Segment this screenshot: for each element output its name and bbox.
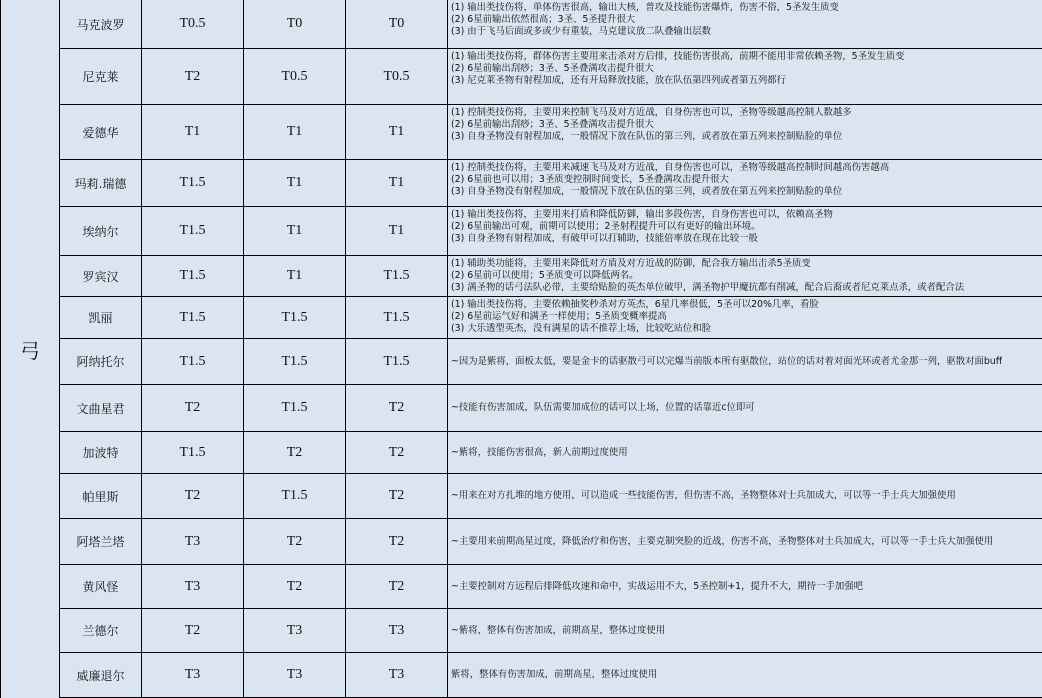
tier-cell-1: T1.5 bbox=[142, 256, 244, 296]
notes-cell bbox=[448, 385, 1042, 431]
note-line: (1) 辅助类功能将，主要用来降低对方盾及对方近战的防御，配合我方输出击杀5圣质变 bbox=[451, 258, 811, 269]
tier-cell-3: T3 bbox=[346, 609, 448, 652]
notes-cell bbox=[448, 105, 1042, 159]
notes-cell bbox=[448, 609, 1042, 652]
table-row bbox=[60, 105, 1042, 160]
table-row bbox=[60, 385, 1042, 432]
tier-cell-2: T3 bbox=[244, 653, 346, 697]
tier-cell-2: T1 bbox=[244, 160, 346, 206]
tier-cell-2: T0.5 bbox=[244, 49, 346, 104]
note-line: (1) 输出类技伤将，主要依赖抽奖秒杀对方英杰，6星几率很低，5圣可以20%几率，看脸 bbox=[451, 299, 819, 310]
note-line: (1) 控制类技伤将，主要用来减速飞马及对方近战，自身伤害也可以，圣物等级越高控制时间越高伤害越高 bbox=[451, 162, 890, 173]
tier-cell-2: T1.5 bbox=[244, 339, 346, 384]
tier-cell-1: T1.5 bbox=[142, 339, 244, 384]
tier-cell-2: T1.5 bbox=[244, 385, 346, 431]
category-cell bbox=[0, 0, 60, 698]
tier-cell-3: T1.5 bbox=[346, 297, 448, 338]
tier-cell-2: T3 bbox=[244, 609, 346, 652]
tier-cell-3: T2 bbox=[346, 385, 448, 431]
notes-block bbox=[451, 51, 1040, 87]
tier-cell-2: T1.5 bbox=[244, 474, 346, 518]
notes-block bbox=[451, 447, 628, 459]
tier-cell-2: T2 bbox=[244, 565, 346, 608]
note-line: (3) 满圣物的话弓法队必带，主要给贴脸的英杰单位破甲，满圣物护甲魔抗都有削减，配合后裔或者尼克莱点杀，或者配合法 bbox=[451, 282, 965, 293]
tier-cell-1: T1.5 bbox=[142, 432, 244, 473]
note-line: (3) 由于飞马后面或多或少有重装，马克建议放二队叠输出层数 bbox=[451, 26, 712, 37]
notes-cell bbox=[448, 653, 1042, 697]
notes-cell bbox=[448, 0, 1042, 48]
tier-cell-1: T1.5 bbox=[142, 207, 244, 255]
notes-cell bbox=[448, 49, 1042, 104]
hero-name-cell: 玛莉.瑞德 bbox=[60, 160, 142, 206]
hero-name-cell: 埃纳尔 bbox=[60, 207, 142, 255]
notes-cell bbox=[448, 297, 1042, 338]
tier-cell-2: T2 bbox=[244, 432, 346, 473]
note-line: ~主要用来前期高星过度，降低治疗和伤害，主要克制突脸的近战，伤害不高，圣物整体对士兵加成大，可以等一手士兵大加强使用 bbox=[451, 535, 994, 547]
tier-cell-1: T3 bbox=[142, 565, 244, 608]
tier-cell-1: T2 bbox=[142, 385, 244, 431]
tier-cell-3: T1 bbox=[346, 160, 448, 206]
tier-cell-1: T3 bbox=[142, 519, 244, 564]
hero-name-cell: 爱德华 bbox=[60, 105, 142, 159]
notes-block bbox=[451, 107, 1040, 143]
tier-cell-2: T0 bbox=[244, 0, 346, 48]
note-line: (3) 自身圣物有射程加成，有破甲可以打辅助，技能倍率放在现在比较一般 bbox=[451, 233, 758, 244]
note-line: (1) 控制类技伤将，主要用来控制飞马及对方近战，自身伤害也可以，圣物等级越高控制人数越多 bbox=[451, 107, 852, 118]
tier-cell-3: T1 bbox=[346, 207, 448, 255]
notes-cell bbox=[448, 432, 1042, 473]
tier-cell-2: T1 bbox=[244, 105, 346, 159]
tier-cell-1: T2 bbox=[142, 609, 244, 652]
notes-cell bbox=[448, 565, 1042, 608]
notes-block bbox=[451, 209, 1040, 245]
note-line: (2) 6星前输出依然很高；3圣、5圣提升很大 bbox=[451, 14, 636, 25]
table-row bbox=[60, 160, 1042, 207]
table-row bbox=[60, 609, 1042, 653]
tier-cell-1: T2 bbox=[142, 474, 244, 518]
tier-cell-1: T0.5 bbox=[142, 0, 244, 48]
table-row bbox=[60, 474, 1042, 519]
tier-cell-1: T3 bbox=[142, 653, 244, 697]
notes-cell bbox=[448, 519, 1042, 564]
note-line: (2) 6星前输出刮痧；3圣、5圣叠满攻击提升很大 bbox=[451, 119, 654, 130]
notes-cell bbox=[448, 207, 1042, 255]
hero-name-cell: 黄风怪 bbox=[60, 565, 142, 608]
table-row bbox=[60, 339, 1042, 385]
hero-name-cell: 阿纳托尔 bbox=[60, 339, 142, 384]
note-line: (2) 6星前运气好和满圣一样使用；5圣质变概率提高 bbox=[451, 311, 667, 322]
tier-cell-3: T2 bbox=[346, 565, 448, 608]
notes-block bbox=[451, 402, 755, 414]
note-line: ~紫将，技能伤害很高，新人前期过度使用 bbox=[451, 446, 628, 458]
hero-name-cell: 马克波罗 bbox=[60, 0, 142, 48]
tier-cell-2: T2 bbox=[244, 519, 346, 564]
notes-block bbox=[451, 490, 956, 502]
hero-name-cell: 凯丽 bbox=[60, 297, 142, 338]
note-line: (2) 6星前可以使用；5圣质变可以降低两名。 bbox=[451, 270, 639, 281]
note-line: (1) 输出类技伤将，主要用来打盾和降低防御，输出多段伤害，自身伤害也可以，依赖高圣物 bbox=[451, 209, 833, 220]
tier-cell-3: T1 bbox=[346, 105, 448, 159]
notes-block bbox=[451, 356, 1002, 368]
tier-cell-1: T1.5 bbox=[142, 160, 244, 206]
tier-cell-3: T2 bbox=[346, 432, 448, 473]
note-line: (1) 输出类技伤将，群体伤害主要用来击杀对方后排，技能伤害很高，前期不能用非常依赖圣物，5圣发生质变 bbox=[451, 51, 905, 62]
notes-block bbox=[451, 625, 665, 637]
hero-name-cell: 文曲星君 bbox=[60, 385, 142, 431]
notes-block bbox=[451, 581, 863, 593]
hero-name-cell: 兰德尔 bbox=[60, 609, 142, 652]
tier-cell-3: T0 bbox=[346, 0, 448, 48]
table-row bbox=[60, 519, 1042, 565]
notes-block bbox=[451, 669, 657, 681]
note-line: (2) 6星前输出可观，前期可以使用；2圣射程提升可以有更好的输出环境。 bbox=[451, 221, 761, 232]
notes-block bbox=[451, 299, 1040, 335]
notes-cell bbox=[448, 474, 1042, 518]
table-row bbox=[60, 565, 1042, 609]
tier-cell-3: T3 bbox=[346, 653, 448, 697]
tier-cell-3: T1.5 bbox=[346, 256, 448, 296]
notes-cell bbox=[448, 160, 1042, 206]
note-line: (3) 自身圣物没有射程加成，一般情况下放在队伍的第三列，或者放在第五列来控制贴脸的单位 bbox=[451, 131, 843, 142]
note-line: ~紫将，整体有伤害加成，前期高星，整体过度使用 bbox=[451, 624, 666, 636]
hero-name-cell: 威廉退尔 bbox=[60, 653, 142, 697]
table-row bbox=[60, 0, 1042, 49]
note-line: ~用来在对方扎堆的地方使用，可以造成一些技能伤害，但伤害不高，圣物整体对士兵加成大，可以等一手士兵大加强使用 bbox=[451, 490, 956, 501]
note-line: (3) 尼克莱圣物有射程加成，还有开局释放技能，放在队伍第四列或者第五列都行 bbox=[451, 75, 787, 86]
category-label: 弓 bbox=[20, 338, 40, 363]
hero-name-cell: 帕里斯 bbox=[60, 474, 142, 518]
table-row bbox=[60, 432, 1042, 474]
hero-name-cell: 阿塔兰塔 bbox=[60, 519, 142, 564]
tier-cell-1: T1 bbox=[142, 105, 244, 159]
table-row bbox=[60, 256, 1042, 297]
tier-cell-3: T2 bbox=[346, 474, 448, 518]
table-row bbox=[60, 207, 1042, 256]
tier-cell-2: T1 bbox=[244, 207, 346, 255]
note-line: ~因为是紫将，面板太低，要是金卡的话驱散弓可以完爆当前版本所有驱散位，站位的话对着对面光环或者尤金那一列，驱散对面buff bbox=[451, 355, 1003, 367]
notes-block bbox=[451, 258, 1040, 294]
tier-cell-1: T1.5 bbox=[142, 297, 244, 338]
tier-cell-2: T1 bbox=[244, 256, 346, 296]
note-line: (2) 6星前输出刮痧；3圣、5圣叠满攻击提升很大 bbox=[451, 63, 654, 74]
table-row bbox=[60, 49, 1042, 105]
hero-name-cell: 加波特 bbox=[60, 432, 142, 473]
table-row bbox=[60, 297, 1042, 339]
notes-cell bbox=[448, 256, 1042, 296]
note-line: 紫将，整体有伤害加成，前期高星，整体过度使用 bbox=[451, 669, 658, 680]
tier-cell-3: T0.5 bbox=[346, 49, 448, 104]
notes-block bbox=[451, 2, 1040, 38]
tier-cell-3: T2 bbox=[346, 519, 448, 564]
table-row bbox=[60, 653, 1042, 698]
note-line: (3) 大乐透型英杰，没有满星的话不推荐上场，比较吃站位和脸 bbox=[451, 323, 712, 334]
note-line: ~技能有伤害加成，队伍需要加成位的话可以上场，位置的话靠近c位即可 bbox=[451, 402, 755, 413]
tier-cell-2: T1.5 bbox=[244, 297, 346, 338]
notes-block bbox=[451, 162, 1040, 198]
notes-block bbox=[451, 536, 993, 548]
note-line: (3) 自身圣物没有射程加成，一般情况下放在队伍的第三列，或者放在第五列来控制贴脸的单位 bbox=[451, 186, 843, 197]
note-line: (2) 6星前也可以用；3圣质变控制时间变长，5圣叠满攻击提升很大 bbox=[451, 174, 729, 185]
tier-cell-3: T1.5 bbox=[346, 339, 448, 384]
tier-cell-1: T2 bbox=[142, 49, 244, 104]
notes-cell bbox=[448, 339, 1042, 384]
note-line: ~主要控制对方远程后排降低攻速和命中，实战运用不大，5圣控制+1，提升不大，期待一手加强吧 bbox=[451, 580, 864, 592]
hero-name-cell: 罗宾汉 bbox=[60, 256, 142, 296]
hero-name-cell: 尼克莱 bbox=[60, 49, 142, 104]
note-line: (1) 输出类技伤将，单体伤害很高，输出大核，普攻及技能伤害爆炸，伤害不俗，5圣发生质变 bbox=[451, 2, 839, 13]
